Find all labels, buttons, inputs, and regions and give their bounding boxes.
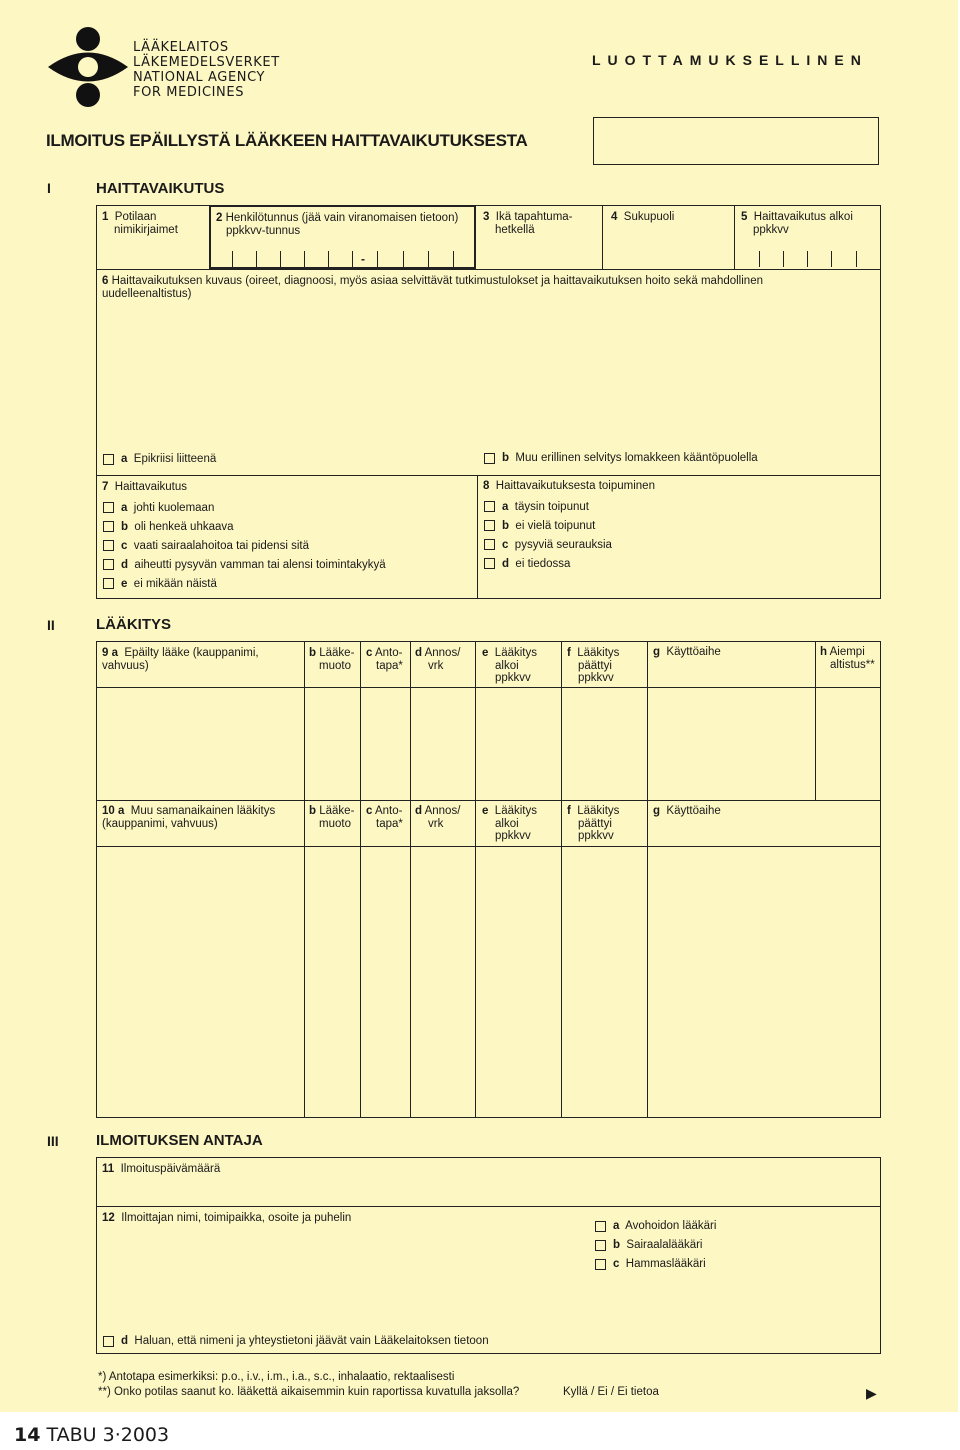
field-number: 6 [102, 275, 109, 287]
form-title: ILMOITUS EPÄILLYSTÄ LÄÄKKEEN HAITTAVAIKUTUKSESTA [46, 131, 528, 150]
field-text: Aiempi [829, 646, 865, 658]
field-text: uudelleenaltistus) [102, 287, 192, 300]
option-letter: b [502, 452, 510, 464]
column-letter: g [653, 646, 661, 658]
field-text: Lääkitys [577, 647, 620, 659]
section-number: II [47, 617, 55, 633]
option-text: ei mikään näistä [133, 578, 217, 590]
option-7d [121, 559, 386, 572]
field-text: Epäilty lääke (kauppanimi, [124, 647, 259, 659]
field-text: Ilmoittajan nimi, toimipaikka, osoite ja puhelin [121, 1212, 352, 1224]
field-11-label [102, 1163, 220, 1176]
field-text: tapa* [376, 659, 403, 672]
section-title: HAITTAVAIKUTUS [96, 180, 225, 197]
field-text: vrk [428, 659, 444, 672]
field-5-label [741, 211, 853, 236]
checkbox-7a[interactable] [103, 502, 114, 513]
checkbox-8b[interactable] [484, 520, 495, 531]
field-text: vahvuus) [102, 659, 149, 672]
divider [96, 687, 881, 688]
option-8d [502, 558, 570, 571]
option-8c [502, 539, 612, 552]
field-text: Lääkitys [494, 805, 537, 817]
divider [96, 475, 881, 476]
field-text: ppkkvv [495, 830, 531, 842]
section-number: III [47, 1133, 59, 1149]
column-letter: b [309, 805, 317, 817]
next-page-arrow-icon: ▶ [866, 1385, 877, 1401]
option-text: johti kuolemaan [133, 502, 215, 514]
field-number: 8 [483, 480, 490, 492]
option-text: Hammaslääkäri [625, 1258, 706, 1270]
column-letter: d [415, 647, 423, 659]
section-title: LÄÄKITYS [96, 616, 171, 633]
divider [360, 641, 361, 1118]
option-letter: b [121, 521, 129, 533]
col-9e-header [482, 647, 537, 685]
agency-name-line: LÄÄKELAITOS [133, 40, 229, 55]
magazine-issue: TABU 3·2003 [46, 1424, 170, 1446]
id-tick [453, 251, 454, 267]
checkbox-general-practitioner[interactable] [595, 1221, 606, 1232]
column-letter: h [820, 646, 828, 658]
col-10d-header [415, 805, 460, 830]
field-text: Lääkitys [494, 647, 537, 659]
field-text: Annos/ [424, 647, 461, 659]
field-text: Anto- [374, 805, 403, 817]
agency-name-line: FOR MEDICINES [133, 85, 245, 100]
field-text: vrk [428, 817, 444, 830]
option-7c [121, 540, 309, 553]
field-number: 3 [483, 211, 490, 223]
option-text: Epikriisi liitteenä [133, 453, 217, 465]
field-4-label [611, 211, 674, 224]
option-letter: d [502, 558, 510, 570]
col-9c-header [366, 647, 403, 672]
field-number: 7 [102, 481, 109, 493]
option-text: Sairaalalääkäri [626, 1239, 703, 1251]
field-text: Haittavaikutuksen kuvaus (oireet, diagnoosi, myös asiaa selvittävät tutkimustulokset ja haittavaikutuksen hoito sekä mahdollinen [111, 275, 763, 287]
column-letter: d [415, 805, 423, 817]
field-text: alkoi [495, 659, 519, 672]
id-tick [232, 251, 233, 267]
field-text: Annos/ [424, 805, 461, 817]
option-epikriisi [121, 453, 216, 466]
field-number: 11 [102, 1163, 115, 1175]
checkbox-8c[interactable] [484, 539, 495, 550]
option-letter: a [121, 502, 128, 514]
field-number: 4 [611, 211, 618, 223]
checkbox-dentist[interactable] [595, 1259, 606, 1270]
col-10g-header [653, 805, 721, 818]
field-text: Lääkitys [577, 805, 620, 817]
field-text: ppkkvv [578, 672, 614, 684]
divider [96, 800, 881, 801]
option-letter: b [502, 520, 510, 532]
field-text: ppkkvv [578, 830, 614, 842]
option-text: Muu erillinen selvitys lomakkeen kääntöpuolella [515, 452, 758, 464]
field-text: hetkellä [495, 223, 535, 236]
agency-name-line: LÄKEMEDELSVERKET [133, 55, 280, 70]
id-dash: - [361, 252, 365, 266]
column-letter: g [653, 805, 661, 817]
checkbox-7e[interactable] [103, 578, 114, 589]
field-text: muoto [319, 817, 351, 830]
column-letter: f [567, 647, 571, 659]
suspected-drug-input[interactable] [98, 690, 302, 798]
divider [647, 641, 648, 1118]
id-tick [328, 251, 329, 267]
option-text: pysyviä seurauksia [514, 539, 612, 551]
divider [96, 846, 881, 847]
field-text: Haittavaikutuksesta toipuminen [495, 480, 655, 492]
field-text: Ikä tapahtuma- [495, 211, 573, 223]
divider [96, 1206, 881, 1207]
field-text: Muu samanaikainen lääkitys [130, 805, 276, 817]
col-9d-header [415, 647, 460, 672]
description-textarea[interactable] [98, 305, 878, 445]
field-number: 2 [216, 212, 223, 224]
col-10a-header [102, 805, 275, 830]
option-letter: d [121, 559, 129, 571]
date-tick [759, 251, 760, 267]
option-letter: d [121, 1335, 129, 1347]
field-1-label [102, 211, 178, 236]
option-7b [121, 521, 234, 534]
divider [475, 641, 476, 1118]
divider [561, 641, 562, 1118]
option-letter: a [121, 453, 128, 465]
option-letter: a [613, 1220, 620, 1232]
divider [815, 641, 816, 800]
id-tick [403, 251, 404, 267]
option-8b [502, 520, 595, 533]
option-letter: b [613, 1239, 621, 1251]
option-text: Haluan, että nimeni ja yhteystietoni jäävät vain Lääkelaitoksen tietoon [134, 1335, 489, 1347]
field-text: Ilmoituspäivämäärä [120, 1163, 221, 1175]
field-7-label [102, 481, 187, 494]
checkbox-7b[interactable] [103, 521, 114, 532]
footnote-administration: *) Antotapa esimerkiksi: p.o., i.v., i.m., i.a., s.c., inhalaatio, rektaalisesti [98, 1371, 455, 1383]
footnote-previous-exposure: **) Onko potilas saanut ko. lääkettä aikaisemmin kuin raportissa kuvatulla jaksolla? [98, 1386, 520, 1398]
date-tick [807, 251, 808, 267]
field-number: 12 [102, 1212, 115, 1224]
option-text: täysin toipunut [514, 501, 589, 513]
field-text: nimikirjaimet [114, 223, 178, 236]
field-number: 5 [741, 211, 748, 223]
field-3-label [483, 211, 573, 236]
option-text: oli henkeä uhkaava [134, 521, 234, 533]
field-text: ppkkvv-tunnus [226, 224, 301, 237]
option-7e [121, 578, 217, 591]
footnote-answer-options: Kyllä / Ei / Ei tietoa [563, 1386, 659, 1398]
col-9b-header [309, 647, 354, 672]
page-footer [14, 1424, 169, 1446]
reporter-contact-input[interactable] [98, 1228, 586, 1328]
field-text: Henkilötunnus (jää vain viranomaisen tietoon) [225, 212, 459, 224]
checkbox-8a[interactable] [484, 501, 495, 512]
col-10e-header [482, 805, 537, 843]
divider [96, 269, 881, 270]
field-text: altistus** [830, 658, 875, 671]
option-letter: c [613, 1258, 620, 1270]
id-tick [377, 251, 378, 267]
field-text: Anto- [374, 647, 403, 659]
office-use-box[interactable] [593, 117, 879, 165]
date-tick [831, 251, 832, 267]
checkbox-hospital-doctor[interactable] [595, 1240, 606, 1251]
field-text: päättyi [578, 659, 612, 672]
divider [602, 205, 603, 269]
field-text: Sukupuoli [623, 211, 675, 223]
id-tick [280, 251, 281, 267]
agency-logo-icon [46, 26, 130, 108]
field-text: ppkkvv [495, 672, 531, 684]
id-tick [352, 251, 353, 267]
option-text: vaati sairaalahoitoa tai pidensi sitä [133, 540, 309, 552]
col-9h-header [820, 646, 875, 671]
id-tick [428, 251, 429, 267]
field-2-label [216, 212, 458, 237]
id-tick [256, 251, 257, 267]
report-date-input[interactable] [98, 1178, 878, 1204]
col-10f-header [567, 805, 619, 843]
divider [410, 641, 411, 1118]
col-9g-header [653, 646, 721, 659]
field-number: 1 [102, 211, 109, 223]
option-hospital-doctor [613, 1239, 703, 1252]
agency-name-line: NATIONAL AGENCY [133, 70, 266, 85]
field-text: päättyi [578, 817, 612, 830]
col-10c-header [366, 805, 403, 830]
field-8-label [483, 480, 655, 493]
confidential-label: LUOTTAMUKSELLINEN [592, 52, 868, 68]
checkbox-confidential-contact[interactable] [103, 1336, 114, 1347]
option-text: aiheutti pysyvän vamman tai alensi toimintakykyä [134, 559, 386, 571]
concomitant-drug-input[interactable] [98, 849, 302, 1115]
col-9f-header [567, 647, 619, 685]
field-number: 10 a [102, 805, 125, 817]
field-6-label [102, 275, 872, 300]
column-letter: e [482, 647, 489, 659]
field-text: alkoi [495, 817, 519, 830]
checkbox-7c[interactable] [103, 540, 114, 551]
option-7a [121, 502, 214, 515]
field-text: Lääke- [319, 647, 355, 659]
field-12-label [102, 1212, 351, 1225]
agency-name [133, 40, 280, 100]
option-letter: a [502, 501, 509, 513]
field-text: Käyttöaihe [666, 805, 721, 817]
column-letter: c [366, 805, 373, 817]
field-number: 9 a [102, 647, 118, 659]
field-text: muoto [319, 659, 351, 672]
section-title: ILMOITUKSEN ANTAJA [96, 1132, 263, 1149]
field-text: (kauppanimi, vahvuus) [102, 817, 218, 830]
option-dentist [613, 1258, 706, 1271]
column-letter: c [366, 647, 373, 659]
col-10b-header [309, 805, 354, 830]
option-text: ei tiedossa [515, 558, 571, 570]
divider [734, 205, 735, 269]
field-text: Haittavaikutus alkoi [753, 211, 853, 223]
col-9a-header [102, 647, 259, 672]
field-text: Potilaan [114, 211, 157, 223]
column-letter: f [567, 805, 571, 817]
option-text: ei vielä toipunut [515, 520, 596, 532]
checkbox-7d[interactable] [103, 559, 114, 570]
option-8a [502, 501, 589, 514]
option-letter: c [502, 539, 509, 551]
field-text: tapa* [376, 817, 403, 830]
id-tick [304, 251, 305, 267]
column-letter: e [482, 805, 489, 817]
field-text: ppkkvv [753, 223, 789, 236]
option-letter: e [121, 578, 128, 590]
column-letter: b [309, 647, 317, 659]
page-number: 14 [14, 1424, 41, 1446]
option-text: Avohoidon lääkäri [625, 1220, 717, 1232]
field-text: Haittavaikutus [114, 481, 188, 493]
divider [304, 641, 305, 1118]
section-number: I [47, 180, 51, 196]
option-letter: c [121, 540, 128, 552]
checkbox-8d[interactable] [484, 558, 495, 569]
date-tick [856, 251, 857, 267]
option-separate-report [502, 452, 758, 465]
date-tick [783, 251, 784, 267]
field-text: Lääke- [319, 805, 355, 817]
divider [477, 475, 478, 599]
checkbox-epikriisi[interactable] [103, 454, 114, 465]
field-text: Käyttöaihe [666, 646, 721, 658]
option-confidential-contact [121, 1335, 489, 1348]
checkbox-separate-report[interactable] [484, 453, 495, 464]
option-general-practitioner [613, 1220, 716, 1233]
